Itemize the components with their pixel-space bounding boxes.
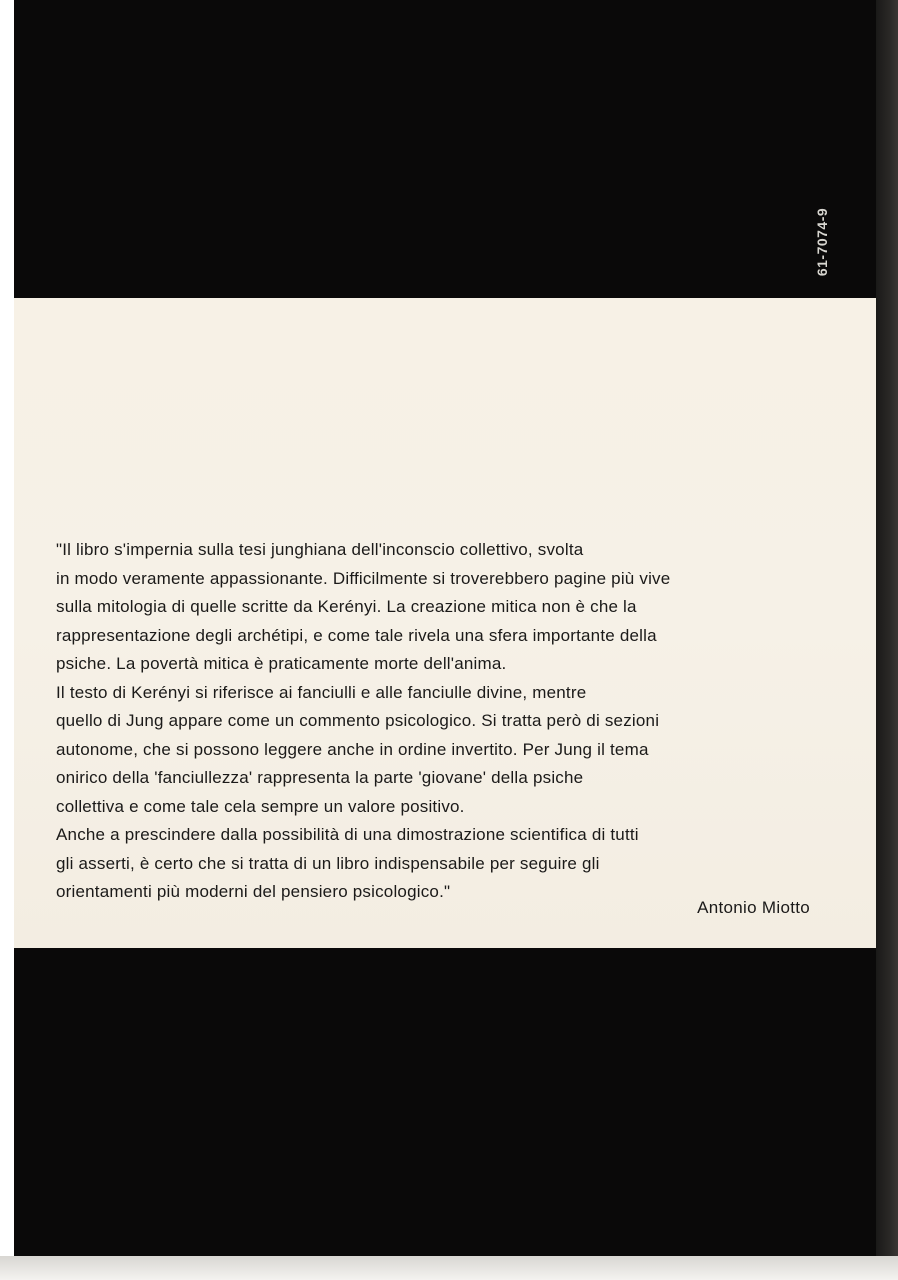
quote-line: Anche a prescindere dalla possibilità di una dimostrazione scientifica di tutti bbox=[56, 825, 639, 844]
quote-band bbox=[14, 298, 876, 948]
quote-author: Antonio Miotto bbox=[697, 898, 810, 917]
quote-line: "Il libro s'impernia sulla tesi junghiana dell'inconscio collettivo, svolta bbox=[56, 540, 584, 559]
quote-line: onirico della 'fanciullezza' rappresenta la parte 'giovane' della psiche bbox=[56, 768, 584, 787]
quote-line: psiche. La povertà mitica è praticamente morte dell'anima. bbox=[56, 654, 507, 673]
quote-text bbox=[56, 536, 836, 907]
spine-code-text: 61-7074-9 bbox=[814, 207, 830, 277]
quote-line: sulla mitologia di quelle scritte da Kerényi. La creazione mitica non è che la bbox=[56, 597, 637, 616]
quote-line: Il testo di Kerényi si riferisce ai fanciulli e alle fanciulle divine, mentre bbox=[56, 682, 587, 702]
spine-code bbox=[806, 196, 838, 288]
cover-edge-shadow bbox=[876, 0, 898, 1280]
page-bottom-edge bbox=[0, 1256, 898, 1280]
quote-line: in modo veramente appassionante. Difficilmente si troverebbero pagine più vive bbox=[56, 568, 671, 588]
quote-line: autonome, che si possono leggere anche in ordine invertito. Per Jung il tema bbox=[56, 739, 649, 759]
quote-line: gli asserti, è certo che si tratta di un libro indispensabile per seguire gli bbox=[56, 853, 600, 873]
quote-line: quello di Jung appare come un commento psicologico. Si tratta però di sezioni bbox=[56, 711, 660, 730]
quote-line: rappresentazione degli archétipi, e come tale rivela una sfera importante della bbox=[56, 625, 657, 645]
quote-line: orientamenti più moderni del pensiero psicologico." bbox=[56, 882, 451, 901]
quote-line: collettiva e come tale cela sempre un valore positivo. bbox=[56, 796, 465, 816]
